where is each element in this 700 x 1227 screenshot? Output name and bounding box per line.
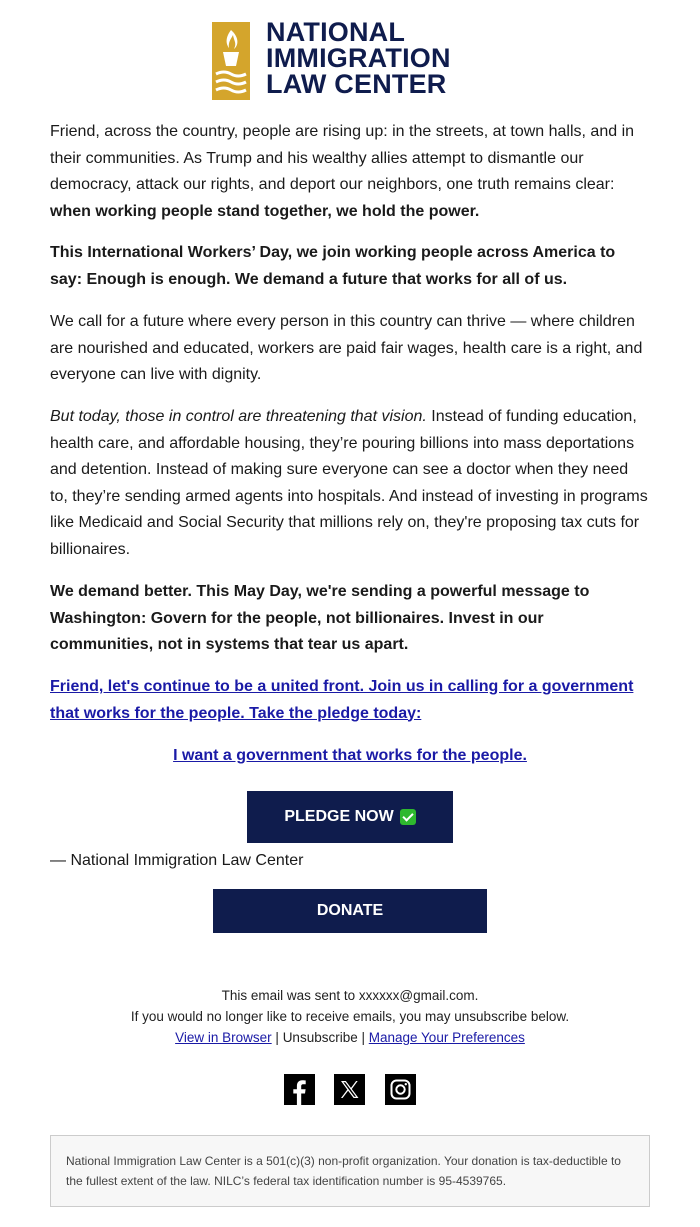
x-icon[interactable] — [334, 1074, 365, 1105]
footer-separator: | — [357, 1030, 369, 1045]
manage-preferences-link[interactable]: Manage Your Preferences — [368, 1030, 525, 1045]
footer — [0, 985, 700, 1048]
header — [0, 18, 700, 104]
paragraph-intro-bold: when working people stand together, we hold the power. — [50, 202, 480, 220]
paragraph-future-text: We call for a future where every person in this country can thrive — where children are nourished and educated, workers are paid fair wages, health care is a right, and everyone can live with dignity. — [50, 313, 643, 383]
logo-line-3: LAW CENTER — [266, 69, 447, 99]
pledge-paragraph-link[interactable]: Friend, let's continue to be a united front. Join us in calling for a government that works for the people. Take the pledge today: — [50, 678, 634, 722]
donate-button[interactable] — [213, 889, 487, 933]
facebook-icon[interactable] — [284, 1074, 315, 1105]
center-link-container — [0, 743, 700, 769]
pledge-now-button[interactable] — [247, 791, 453, 843]
torch-logo-icon — [212, 22, 250, 100]
paragraph-intro — [50, 119, 650, 225]
paragraph-intro-text: Friend, across the country, people are rising up: in the streets, at town halls, and in their communities. As Trump and his wealthy allies attempt to dismantle our democracy, attack our rights, and deport our neighbors, one truth remains clear: — [50, 123, 635, 193]
logo-wordmark — [266, 19, 451, 97]
legal-notice-text: National Immigration Law Center is a 501(c)(3) non-profit organization. Your donation is tax-deductible to the fullest extent of the law. NILC’s federal tax identification number is 95-4539765. — [66, 1154, 621, 1188]
signature: — National Immigration Law Center — [50, 852, 304, 869]
government-pledge-link[interactable]: I want a government that works for the people. — [173, 747, 527, 764]
view-in-browser-link[interactable]: View in Browser — [175, 1030, 272, 1045]
instagram-icon[interactable] — [385, 1074, 416, 1105]
check-mark-icon — [400, 809, 416, 825]
pledge-now-label: PLEDGE NOW — [284, 808, 394, 825]
logo-line-1: NATIONAL — [266, 17, 406, 47]
legal-notice — [50, 1135, 650, 1207]
paragraph-pledge-link — [50, 674, 650, 727]
paragraph-demand — [50, 579, 650, 659]
paragraph-workers-day-text: This International Workers’ Day, we join working people across America to say: Enough is enough. We demand a future that works for all of us. — [50, 244, 616, 288]
paragraph-workers-day — [50, 240, 650, 293]
footer-separator: | — [271, 1030, 283, 1045]
logo-line-2: IMMIGRATION — [266, 43, 451, 73]
paragraph-threat — [50, 404, 650, 563]
footer-unsubscribe-note: If you would no longer like to receive emails, you may unsubscribe below. — [130, 1009, 570, 1024]
paragraph-threat-italic: But today, those in control are threatening that vision. — [50, 408, 427, 425]
unsubscribe-link[interactable]: Unsubscribe — [282, 1030, 358, 1045]
footer-sent-to: This email was sent to xxxxxx@gmail.com. — [221, 988, 479, 1003]
footer-links — [0, 1027, 700, 1048]
paragraph-future — [50, 309, 650, 389]
paragraph-threat-text: Instead of funding education, health care, and affordable housing, they’re pouring billions into mass deportations and detention. Instead of making sure everyone can see a doctor when they need to, they’re sending armed agents into hospitals. And instead of investing in programs like Medicaid and Social Security that millions rely on, they're proposing tax cuts for billionaires. — [50, 408, 648, 558]
paragraph-demand-text: We demand better. This May Day, we're sending a powerful message to Washington: Govern for the people, not billionaires. Invest in our communities, not in systems that tear us apart. — [50, 583, 590, 653]
donate-label: DONATE — [316, 902, 384, 919]
